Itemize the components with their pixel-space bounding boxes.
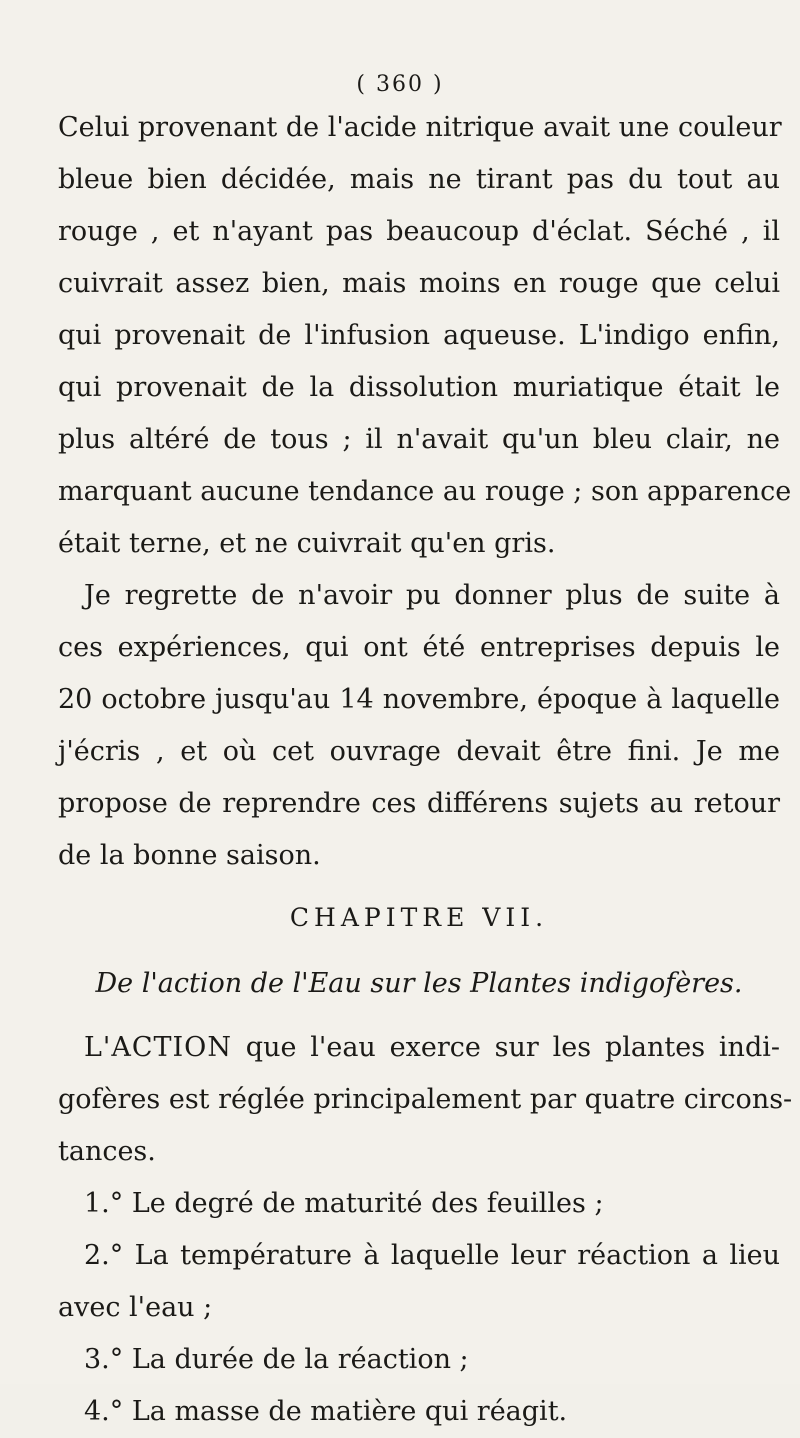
text-line: j'écris , et où cet ouvrage devait être fini. Je me — [58, 736, 780, 767]
text-line: propose de reprendre ces différens sujets au retour — [58, 788, 780, 819]
text-line: 20 octobre jusqu'au 14 novembre, époque à laquelle — [58, 684, 780, 715]
text-fragment: que l'eau exerce sur les plantes indi- — [231, 1032, 780, 1063]
text-line: était terne, et ne cuivrait qu'en gris. — [58, 528, 556, 559]
text-line: qui provenait de la dissolution muriatique était le — [58, 372, 780, 403]
text-line: Celui provenant de l'acide nitrique avait une couleur — [58, 112, 782, 143]
text-line — [58, 1022, 780, 1074]
text-line: ces expériences, qui ont été entreprises depuis le — [58, 632, 780, 663]
small-caps-lead: L'ACTION — [84, 1032, 232, 1063]
page-number: ( 360 ) — [356, 72, 444, 97]
text-line: cuivrait assez bien, mais moins en rouge que celui — [58, 268, 780, 299]
section-gap — [58, 1010, 780, 1022]
list-item-continuation: avec l'eau ; — [58, 1292, 213, 1323]
list-item: 4.° La masse de matière qui réagit. — [84, 1396, 568, 1427]
text-line: Je regrette de n'avoir pu donner plus de suite à — [84, 580, 780, 611]
text-line: qui provenait de l'infusion aqueuse. L'indigo enfin, — [58, 320, 780, 351]
list-item: 2.° La température à laquelle leur réaction a lieu — [84, 1240, 780, 1271]
text-line: bleue bien décidée, mais ne tirant pas du tout au — [58, 164, 780, 195]
text-line: rouge , et n'ayant pas beaucoup d'éclat. Séché , il — [58, 216, 780, 247]
list-item: 3.° La durée de la réaction ; — [84, 1344, 469, 1375]
text-line: plus altéré de tous ; il n'avait qu'un bleu clair, ne — [58, 424, 780, 455]
list-item: 1.° Le degré de maturité des feuilles ; — [84, 1188, 604, 1219]
text-line: tances. — [58, 1136, 156, 1167]
text-line: de la bonne saison. — [58, 840, 321, 871]
chapter-heading: CHAPITRE VII. — [289, 903, 549, 932]
page-text — [58, 102, 793, 1438]
text-line: marquant aucune tendance au rouge ; son apparence — [58, 476, 792, 507]
chapter-subtitle: De l'action de l'Eau sur les Plantes indigofères. — [95, 968, 743, 999]
text-line: gofères est réglée principalement par quatre circons- — [58, 1084, 793, 1115]
